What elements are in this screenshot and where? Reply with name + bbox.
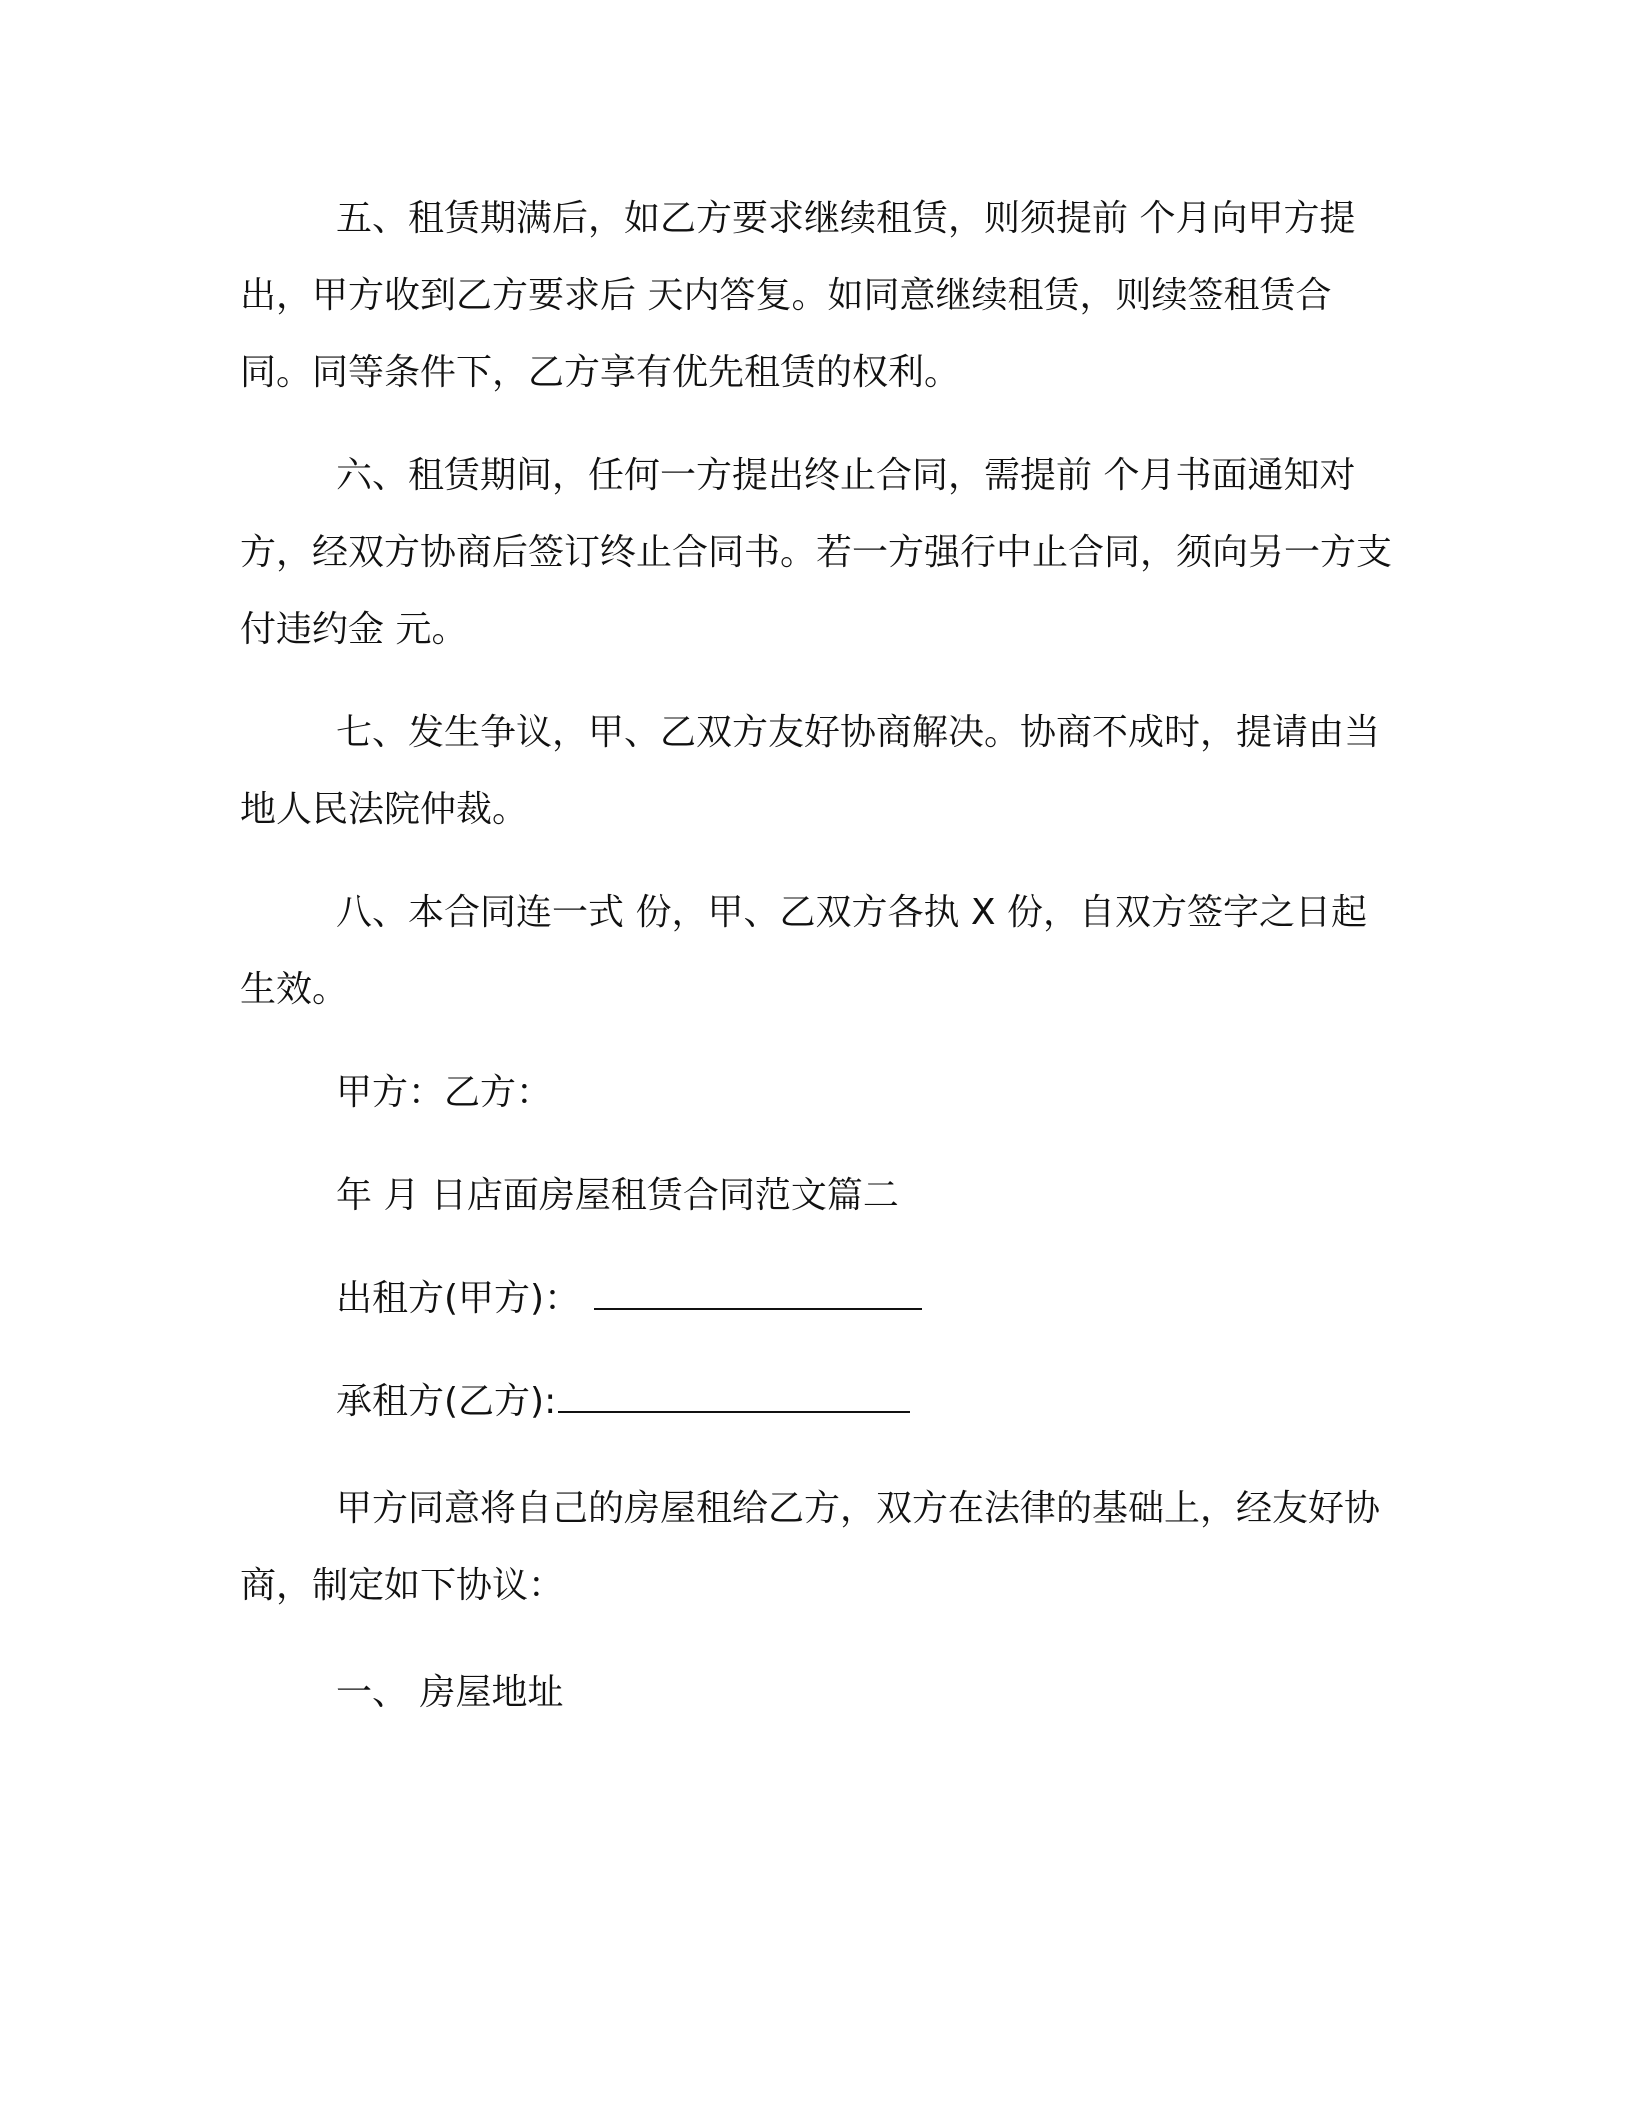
clause-7: 七、发生争议，甲、乙双方友好协商解决。协商不成时，提请由当地人民法院仲裁。	[240, 712, 1381, 830]
lessee-blank	[558, 1381, 910, 1413]
section-1-heading: 一、 房屋地址	[336, 1672, 564, 1713]
signature-line: 甲方：乙方：	[336, 1072, 553, 1113]
clause-5: 五、租赁期满后，如乙方要求继续租赁，则须提前 个月向甲方提出，甲方收到乙方要求后 天内答复。如同意继续租赁，则续签租赁合同。同等条件下，乙方享有优先租赁的权利。	[240, 198, 1356, 393]
clause-8: 八、本合同连一式 份，甲、乙双方各执 X 份，自双方签字之日起生效。	[240, 892, 1367, 1010]
document-page	[240, 180, 1392, 1731]
date-and-title: 年 月 日店面房屋租赁合同范文篇二	[336, 1175, 899, 1216]
lessor-label: 出租方(甲方)：	[336, 1278, 581, 1319]
lessee-label: 承租方(乙方):	[336, 1381, 557, 1422]
intro-paragraph: 甲方同意将自己的房屋租给乙方，双方在法律的基础上，经友好协商，制定如下协议：	[240, 1488, 1381, 1606]
lessor-blank	[594, 1278, 922, 1310]
lessee-line	[240, 1363, 1392, 1440]
clause-6: 六、租赁期间，任何一方提出终止合同，需提前 个月书面通知对方，经双方协商后签订终止合同书。若一方强行中止合同，须向另一方支付违约金 元。	[240, 455, 1393, 650]
lessor-line	[240, 1260, 1392, 1337]
